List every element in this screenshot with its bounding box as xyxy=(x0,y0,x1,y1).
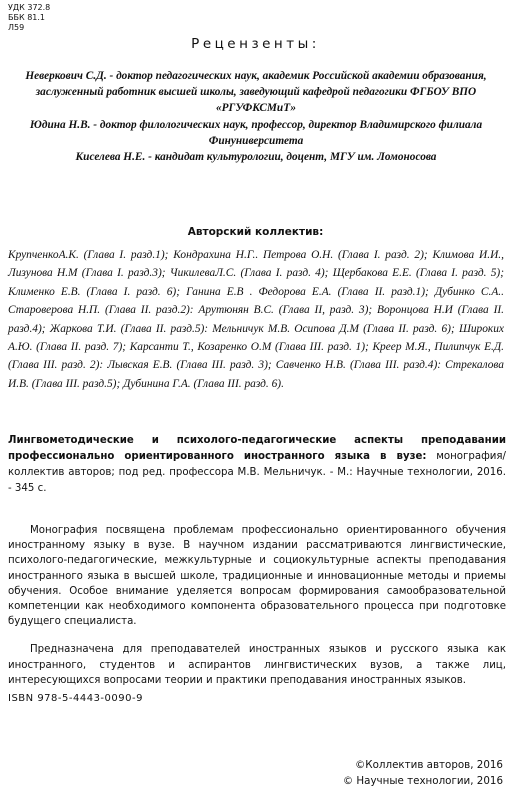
citation-details: монография/коллектив авторов; под ред. профессора М.В. Мельничук. - М.: Научные технологии, 2016. - 345 с. xyxy=(8,451,506,494)
annotation-paragraph: Монография посвящена проблемам профессионально ориентированного обучения иностранному языку в вузе. В научном издании рассматриваются лингвистические, психолого-педагогические, межкультурные и социокультурные аспекты преподавания иностранного языка в высшей школе, традиционные и инновационные методы и приемы обучения. Особое внимание уделяется вопросам формирования самообразовательной компетенции как необходимого компонента образовательного процесса при подготовке будущего специалиста. xyxy=(8,525,506,628)
reviewer-entry: Неверкович С.Д. - доктор педагогических наук, академик Российской академии образования, заслуженный работник высшей школы, заведующий кафедрой педагогики ФГБОУ ВПО «РГУФКСМиТ» xyxy=(25,70,487,115)
authors-collective-list: КрупченкоА.К. (Глава I. разд.1); Кондрахина Н.Г.. Петрова О.Н. (Глава I. разд. 2); Климова И.И., Лизунова Н.М (Глава I. разд.3); ЧикилеваЛ.С. (Глава I. разд. 4); Щербакова Е.Е. (Глава I. разд. 5); Клименко Е.В. (Глава I. разд. 6); Ганина Е.В . Федорова Е.А. (Глава II. разд.1); Дубинко С.А.. Староверова Н.П. (Глава II. разд.2): Арутюнян В.С. (Глава II, разд. 3); Воронцова Н.И (Глава II. разд.4); Жаркова Т.И. (Глава II. разд.5): Мельничук М.В. Осипова Д.М (Глава II. разд. 6); Широких А.Ю. (Глава II. разд. 7); Карсанти Т., Козаренко О.М (Глава III. разд. 1); Креер М.Я., Пилипчук Е.Д. (Глава III. разд. 2): Лывская Е.В. (Глава III. разд. 3); Савченко Н.В. (Глава III. разд.4): Стрекалова И.В. (Глава III. разд.5); Дубинина Г.А. (Глава III. разд. 6). xyxy=(8,249,504,390)
reviewers-heading: Рецензенты: xyxy=(191,36,320,52)
annotation xyxy=(8,523,506,688)
isbn: ISBN 978-5-4443-0090-9 xyxy=(8,693,143,704)
author-sign: Л59 xyxy=(8,23,25,32)
copyright-block xyxy=(343,757,503,789)
reviewer-entry: Юдина Н.В. - доктор филологических наук, профессор, директор Владимирского филиала Финуниверситета xyxy=(29,118,483,147)
annotation-paragraph: Предназначена для преподавателей иностранных языков и русского языка как иностранного, студентов и аспирантов лингвистических вузов, а также лиц, интересующихся вопросами теории и практики преподавания иностранных языков. xyxy=(8,644,506,686)
copyright-line: © Научные технологии, 2016 xyxy=(342,775,503,787)
copyright-line: ©Коллектив авторов, 2016 xyxy=(355,759,503,771)
bbk-code: ББК 81.1 xyxy=(8,13,46,22)
udk-code: УДК 372.8 xyxy=(8,3,51,12)
classification-codes xyxy=(8,3,50,33)
reviewer-entry: Киселева Н.Е. - кандидат культурологии, доцент, МГУ им. Ломоносова xyxy=(75,151,437,164)
reviewers-list xyxy=(12,68,500,165)
bibliographic-citation xyxy=(8,433,506,497)
book-title: Лингвометодические и психолого-педагогические аспекты преподавании профессионально ориентированного иностранного языка в вузе: xyxy=(8,435,506,462)
authors-collective-heading: Авторский коллектив: xyxy=(187,226,324,238)
